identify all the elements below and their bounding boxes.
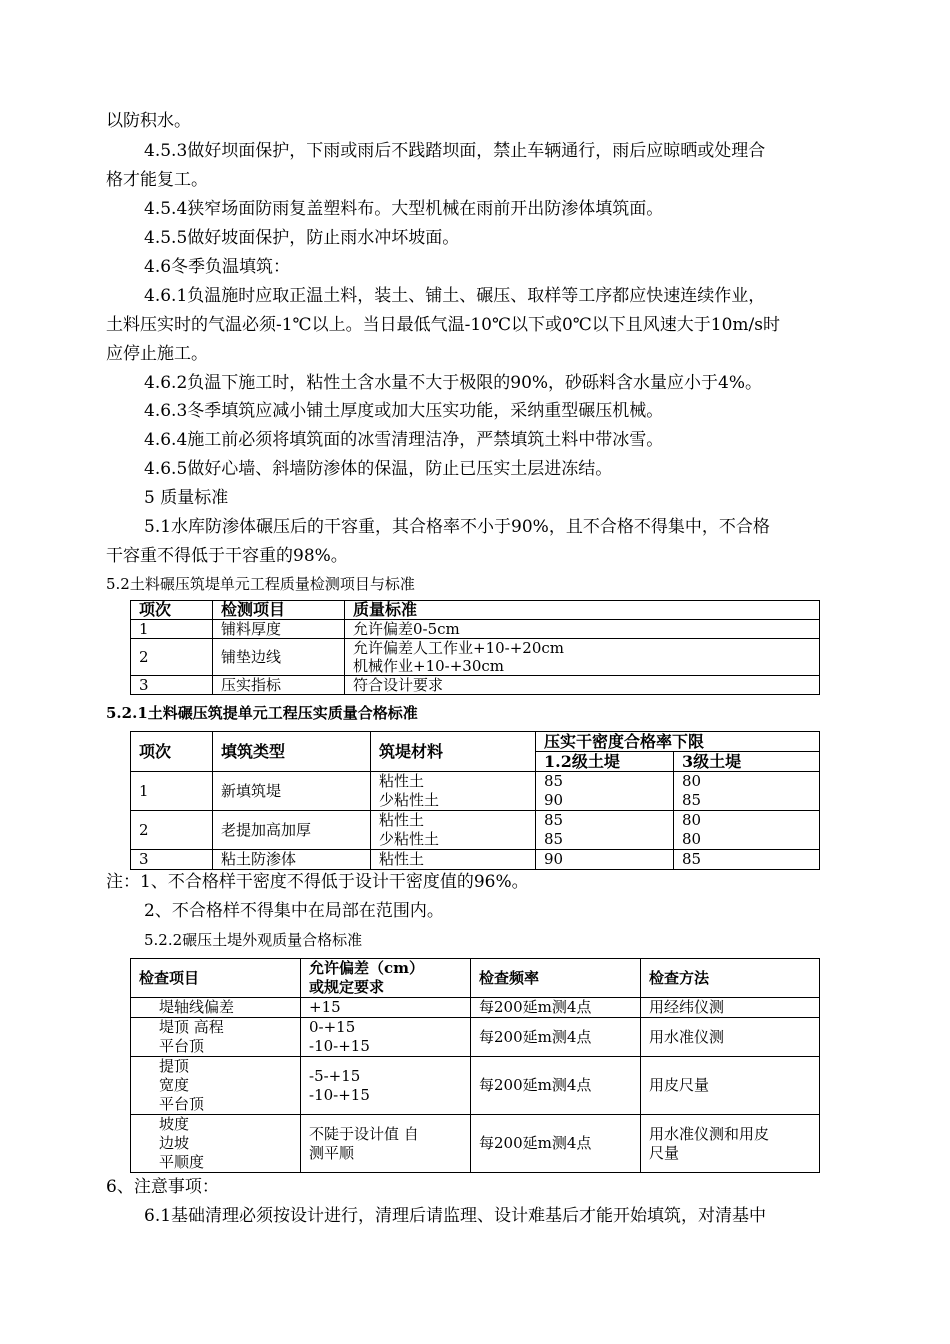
column-header: 1.2级土堤 — [536, 752, 674, 772]
cell-line: 0-+15 — [309, 1018, 356, 1036]
column-header: 压实干密度合格率下限 — [536, 732, 820, 752]
table-row — [131, 1057, 820, 1115]
cell-line: 90 — [544, 791, 564, 809]
table-cell: 允许偏差0-5cm — [345, 620, 820, 639]
cell-line: 粘性土 — [379, 811, 425, 829]
table-cell — [536, 772, 674, 811]
cell-line: -10-+15 — [309, 1037, 370, 1055]
cell-line: 边坡 — [159, 1134, 190, 1152]
column-header: 检查频率 — [471, 959, 641, 998]
appearance-standard-table — [130, 958, 820, 1173]
cell-line: 坡度 — [159, 1115, 190, 1133]
section-heading: 6、注意事项： — [106, 1177, 219, 1197]
table-cell: 每200延m测4点 — [471, 1115, 641, 1173]
paragraph: 格才能复工。 — [106, 170, 208, 190]
cell-line: -5-+15 — [309, 1066, 361, 1085]
table-cell: 用皮尺量 — [641, 1057, 820, 1115]
table-cell: 1 — [131, 620, 213, 639]
cell-line: 少粘性土 — [379, 791, 440, 809]
table-caption: 5.2.1土料碾压筑提单元工程压实质量合格标准 — [106, 704, 418, 722]
table-cell: +15 — [301, 998, 471, 1018]
cell-line: 或规定要求 — [309, 978, 385, 996]
column-header: 项次 — [131, 601, 213, 620]
table-cell — [674, 772, 820, 811]
table-cell: 粘土防渗体 — [213, 850, 371, 870]
table-cell: 压实指标 — [213, 676, 345, 695]
table-cell — [371, 811, 536, 850]
column-header: 检测项目 — [213, 601, 345, 620]
quality-standard-table — [130, 600, 820, 695]
paragraph: 6.1基础清理必须按设计进行，清理后请监理、设计难基后才能开始填筑，对清基中 — [144, 1206, 767, 1226]
cell-line: 粘性土 — [379, 772, 425, 790]
cell-line: 允许偏差人工作业+10-+20cm — [353, 639, 565, 657]
table-cell — [131, 1115, 301, 1173]
cell-line: 少粘性土 — [379, 830, 440, 848]
paragraph: 以防积水。 — [106, 111, 191, 131]
paragraph: 4.6.3冬季填筑应减小铺土厚度或加大压实功能，采纳重型碾压机械。 — [144, 401, 664, 421]
section-heading: 5 质量标准 — [144, 488, 229, 508]
table-row — [131, 1115, 820, 1173]
table-cell: 用水准仪测 — [641, 1018, 820, 1057]
table-cell — [641, 1115, 820, 1173]
cell-line: 80 — [682, 811, 702, 829]
cell-line: 80 — [682, 772, 702, 790]
table-cell — [371, 772, 536, 811]
table-cell: 每200延m测4点 — [471, 1057, 641, 1115]
table-cell — [131, 1057, 301, 1115]
cell-line: 平台顶 — [159, 1095, 205, 1113]
table-cell — [131, 1018, 301, 1057]
table-cell: 用经纬仪测 — [641, 998, 820, 1018]
paragraph: 4.6.1负温施时应取正温土料，装土、铺土、碾压、取样等工序都应快速连续作业， — [144, 286, 766, 306]
table-row — [131, 811, 820, 850]
table-cell: 每200延m测4点 — [471, 998, 641, 1018]
table-row — [131, 1018, 820, 1057]
table-cell: 粘性土 — [371, 850, 536, 870]
paragraph: 5.1水库防渗体碾压后的干容重，其合格率不小于90%，且不合格不得集中，不合格 — [144, 517, 770, 537]
table-row — [131, 639, 820, 676]
table-cell: 3 — [131, 850, 213, 870]
table-cell: 1 — [131, 772, 213, 811]
table-cell: 每200延m测4点 — [471, 1018, 641, 1057]
paragraph: 应停止施工。 — [106, 344, 208, 364]
table-cell — [674, 811, 820, 850]
column-header — [301, 959, 471, 998]
table-header-row — [131, 732, 820, 752]
table-caption: 5.2土料碾压筑堤单元工程质量检测项目与标准 — [106, 575, 415, 593]
table-cell: 铺料厚度 — [213, 620, 345, 639]
note: 2、不合格样不得集中在局部在范围内。 — [144, 901, 444, 921]
column-header: 项次 — [131, 732, 213, 772]
cell-line: 尺量 — [649, 1143, 680, 1162]
compaction-standard-table — [130, 731, 820, 870]
cell-line: 不陡于设计值 自 — [309, 1124, 419, 1143]
cell-line: -10-+15 — [309, 1085, 370, 1104]
cell-line: 85 — [544, 811, 564, 829]
table-cell — [301, 1018, 471, 1057]
column-header: 检查方法 — [641, 959, 820, 998]
cell-line: 85 — [682, 791, 702, 809]
table-cell — [345, 639, 820, 676]
cell-line: 85 — [544, 830, 564, 848]
cell-line: 机械作业+10-+30cm — [353, 657, 505, 675]
table-row — [131, 620, 820, 639]
cell-line: 平顺度 — [159, 1153, 205, 1171]
paragraph: 4.5.3做好坝面保护，下雨或雨后不践踏坝面，禁止车辆通行，雨后应晾晒或处理合 — [144, 141, 766, 161]
cell-line: 80 — [682, 830, 702, 848]
table-cell: 2 — [131, 639, 213, 676]
table-header-row — [131, 601, 820, 620]
table-cell: 符合设计要求 — [345, 676, 820, 695]
cell-line: 堤顶 高程 — [159, 1018, 224, 1036]
table-cell — [536, 811, 674, 850]
table-cell — [301, 1057, 471, 1115]
paragraph: 4.6.5做好心墙、斜墙防渗体的保温，防止已压实土层进冻结。 — [144, 459, 613, 479]
paragraph: 土料压实时的气温必须-1℃以上。当日最低气温-10℃以下或0℃以下且风速大于10m/s时 — [106, 315, 781, 335]
table-row — [131, 850, 820, 870]
table-row — [131, 772, 820, 811]
table-cell: 3 — [131, 676, 213, 695]
cell-line: 85 — [544, 772, 564, 790]
column-header: 检查项目 — [131, 959, 301, 998]
table-cell: 新填筑堤 — [213, 772, 371, 811]
cell-line: 提顶 — [159, 1057, 190, 1075]
column-header: 质量标准 — [345, 601, 820, 620]
table-cell — [301, 1115, 471, 1173]
column-header: 填筑类型 — [213, 732, 371, 772]
table-cell: 老提加高加厚 — [213, 811, 371, 850]
column-header: 筑堤材料 — [371, 732, 536, 772]
table-cell: 90 — [536, 850, 674, 870]
note: 注：1、不合格样干密度不得低于设计干密度值的96%。 — [106, 872, 529, 892]
paragraph: 4.6.4施工前必须将填筑面的冰雪清理洁净，严禁填筑土料中带冰雪。 — [144, 430, 664, 450]
table-cell: 2 — [131, 811, 213, 850]
paragraph: 4.5.4狭窄场面防雨复盖塑料布。大型机械在雨前开出防渗体填筑面。 — [144, 199, 664, 219]
cell-line: 宽度 — [159, 1076, 190, 1094]
paragraph: 4.5.5做好坡面保护，防止雨水冲坏坡面。 — [144, 228, 460, 248]
column-header: 3级土堤 — [674, 752, 820, 772]
table-caption: 5.2.2碾压土堤外观质量合格标准 — [144, 931, 363, 949]
cell-line: 用水准仪测和用皮 — [649, 1124, 770, 1143]
table-header-row — [131, 959, 820, 998]
table-row — [131, 676, 820, 695]
section-heading: 4.6冬季负温填筑： — [144, 257, 291, 277]
table-row — [131, 998, 820, 1018]
cell-line: 允许偏差（cm） — [309, 959, 425, 977]
paragraph: 干容重不得低于干容重的98%。 — [106, 546, 348, 566]
cell-line: 平台顶 — [159, 1037, 205, 1055]
paragraph: 4.6.2负温下施工时，粘性土含水量不大于极限的90%，砂砾料含水量应小于4%。 — [144, 373, 763, 393]
cell-line: 测平顺 — [309, 1143, 355, 1162]
table-cell: 堤轴线偏差 — [131, 998, 301, 1018]
table-cell: 85 — [674, 850, 820, 870]
table-cell: 铺垫边线 — [213, 639, 345, 676]
